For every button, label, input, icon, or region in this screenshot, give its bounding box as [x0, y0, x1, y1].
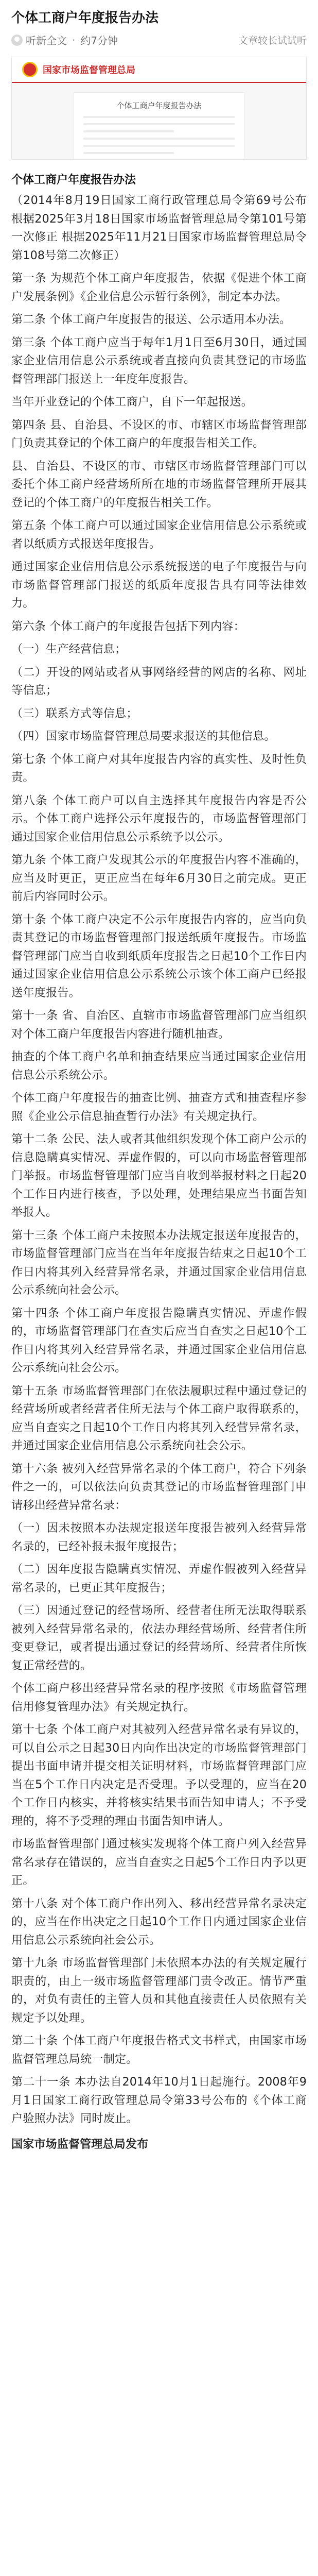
article-paragraph: （三）联系方式等信息；: [11, 706, 138, 720]
listen-action[interactable]: 文章较长试试听: [238, 35, 307, 47]
article-paragraph: 第一条 为规范个体工商户年度报告，依据《促进个体工商户发展条例》《企业信息公示暂行条例》，制定本办法。: [11, 272, 307, 303]
document-line: [83, 116, 235, 118]
article-paragraph: （二）开设的网站或者从事网络经营的网店的名称、网址等信息；: [11, 665, 307, 698]
article-paragraph: 市场监督管理部门通过核实发现将个体工商户列入经营异常名录存在错误的，应当自查实之日起5个工作日内予以更正。: [11, 1837, 307, 1888]
article-paragraph: 第十二条 公民、法人或者其他组织发现个体工商户公示的信息隐瞒真实情况、弄虚作假的，可以向市场监督管理部门举报。市场监督管理部门应当自收到举报材料之日起20个工作日内进行核查，予以处理，处理结果应当书面告知举报人。: [11, 1132, 307, 1219]
article-paragraph: 第十条 个体工商户决定不公示年度报告内容的，应当向负责其登记的市场监督管理部门报送纸质年度报告。市场监督管理部门应当自收到纸质年度报告之日起10个工作日内通过国家企业信用信息公示系统公示该个体工商户已经报送年度报告。: [11, 912, 307, 999]
article-paragraph: 第二十一条 本办法自2014年10月1日起施行。2008年9月1日国家工商行政管理总局令第33号公布的《个体工商户验照办法》同时废止。: [11, 2075, 307, 2126]
document-line: [83, 152, 174, 154]
article-paragraph: （一）因未按照本办法规定报送年度报告被列入经营异常名录的，已经补报未报年度报告；: [11, 1521, 307, 1553]
source-name: 听新全文: [26, 35, 67, 47]
article-footer: 国家市场监督管理总局发布: [11, 2137, 149, 2151]
article-paragraph: 第八条 个体工商户可以自主选择其年度报告内容是否公示。个体工商户选择公示年度报告的，市场监督管理部门通过国家企业信用信息公示系统予以公示。: [11, 793, 307, 844]
article-paragraph: 第十八条 对个体工商户作出列入、移出经营异常名录决定的，应当在作出决定之日起10个工作日内通过国家企业信用信息公示系统向社会公示。: [11, 1896, 307, 1947]
document-line: [83, 123, 235, 125]
hero-document-title: 个体工商户年度报告办法: [116, 101, 202, 111]
article-paragraph: 通过国家企业信用信息公示系统报送的电子年度报告与向市场监督管理部门报送的纸质年度报告具有同等法律效力。: [11, 560, 307, 611]
article-paragraph: （三）因通过登记的经营场所、经营者住所无法取得联系被列入经营异常名录的，依法办理经营场所、经营者住所变更登记，或者提出通过登记的经营场所、经营者住所恢复正常经营的。: [11, 1604, 307, 1672]
article-paragraph: 当年开业登记的个体工商户，自下一年起报送。: [11, 395, 253, 409]
national-emblem-icon: [22, 62, 38, 77]
article-paragraph: 第二条 个体工商户年度报告的报送、公示适用本办法。: [11, 313, 291, 327]
read-time: 约7分钟: [80, 35, 118, 47]
article-paragraph: 第三条 个体工商户应当于每年1月1日至6月30日，通过国家企业信用信息公示系统或者直接向负责其登记的市场监督管理部门报送上一年度年度报告。: [11, 335, 307, 386]
article-paragraph: 第十六条 被列入经营异常名录的个体工商户，符合下列条件之一的，可以依法向负责其登记的市场监督管理部门申请移出经营异常名录：: [11, 1462, 307, 1512]
hero-header-bar: [12, 57, 306, 83]
document-line: [83, 138, 235, 140]
article-paragraph: 第四条 县、自治县、不设区的市、市辖区市场监督管理部门负责其登记的个体工商户的年度报告相关工作。: [11, 418, 307, 450]
separator-dot: ·: [72, 33, 76, 46]
article-paragraph: 抽查的个体工商户名单和抽查结果应当通过国家企业信用信息公示系统公示。: [11, 1050, 307, 1082]
article-paragraph: （二）因年度报告隐瞒真实情况、弄虚作假被列入经营异常名录的，已更正其年度报告；: [11, 1563, 307, 1595]
hero-document-preview: [74, 92, 244, 159]
article-paragraph: 县、自治县、不设区的市、市辖区市场监督管理部门可以委托个体工商户经营场所所在地的市场监督管理所开展其登记的个体工商户的年度报告相关工作。: [11, 459, 307, 510]
avatar-icon: [11, 35, 23, 46]
article-paragraph: 第二十条 个体工商户年度报告格式文书样式，由国家市场监督管理总局统一制定。: [11, 2034, 307, 2066]
article-paragraph: （2014年8月19日国家工商行政管理总局令第69号公布 根据2025年3月18日国家市场监督管理总局令第101号第一次修正 根据2025年11月21日国家市场监督管理总局令第108号第二次修正）: [11, 194, 307, 262]
article-paragraph: 第九条 个体工商户发现其公示的年度报告内容不准确的，应当及时更正，更正应当在每年6月30日之前完成。更正前后内容同时公示。: [11, 853, 307, 904]
article-title: 个体工商户年度报告办法: [11, 10, 159, 26]
article-paragraph: 第七条 个体工商户对其年度报告内容的真实性、及时性负责。: [11, 752, 307, 785]
article-paragraph: 第十四条 个体工商户年度报告隐瞒真实情况、弄虚作假的，市场监督管理部门在查实后应当自查实之日起10个工作日内将其列入经营异常名录，并通过国家企业信用信息公示系统向社会公示。: [11, 1306, 307, 1375]
article-meta: [11, 32, 307, 47]
article-headline: 个体工商户年度报告办法: [11, 174, 136, 187]
article-body: [11, 192, 307, 2128]
article-paragraph: 个体工商户移出经营异常名录的程序按照《市场监督管理信用修复管理办法》有关规定执行。: [11, 1682, 307, 1714]
document-line: [83, 130, 174, 132]
article-paragraph: 第十五条 市场监督管理部门在依法履职过程中通过登记的经营场所或者经营者住所无法与个体工商户取得联系的，应当自查实之日起10个工作日内将其列入经营异常名录，并通过国家企业信用信息公示系统向社会公示。: [11, 1384, 307, 1453]
source[interactable]: [11, 32, 67, 47]
article-paragraph: 第六条 个体工商户的年度报告包括下列内容：: [11, 619, 245, 633]
article-paragraph: （一）生产经营信息；: [11, 642, 127, 656]
article-paragraph: （四）国家市场监督管理总局要求报送的其他信息。: [11, 730, 276, 743]
hero-image: [11, 57, 307, 160]
article-paragraph: 第十三条 个体工商户未按照本办法规定报送年度报告的，市场监督管理部门应当在当年年度报告结束之日起10个工作日内将其列入经营异常名录，并通过国家企业信用信息公示系统向社会公示。: [11, 1228, 307, 1297]
hero-org-name: 国家市场监督管理总局: [43, 65, 135, 76]
document-line: [83, 145, 235, 147]
article-paragraph: 第十一条 省、自治区、直辖市市场监督管理部门应当组织对个体工商户年度报告内容进行随机抽查。: [11, 1009, 307, 1041]
article-paragraph: 第十七条 个体工商户对其被列入经营异常名录有异议的，可以自公示之日起30日内向作出决定的市场监督管理部门提出书面申请并提交相关证明材料，市场监督管理部门应当在5个工作日内决定是否受理。予以受理的，应当在20个工作日内核实，并将核实结果书面告知申请人；不予受理的，将不予受理的理由书面告知申请人。: [11, 1723, 307, 1828]
article-paragraph: 个体工商户年度报告的抽查比例、抽查方式和抽查程序参照《企业公示信息抽查暂行办法》有关规定执行。: [11, 1091, 307, 1123]
article-paragraph: 第十九条 市场监督管理部门未依照本办法的有关规定履行职责的，由上一级市场监督管理部门责令改正。情节严重的，对负有责任的主管人员和其他直接责任人员依照有关规定予以处理。: [11, 1956, 307, 2025]
article-paragraph: 第五条 个体工商户可以通过国家企业信用信息公示系统或者以纸质方式报送年度报告。: [11, 519, 307, 551]
